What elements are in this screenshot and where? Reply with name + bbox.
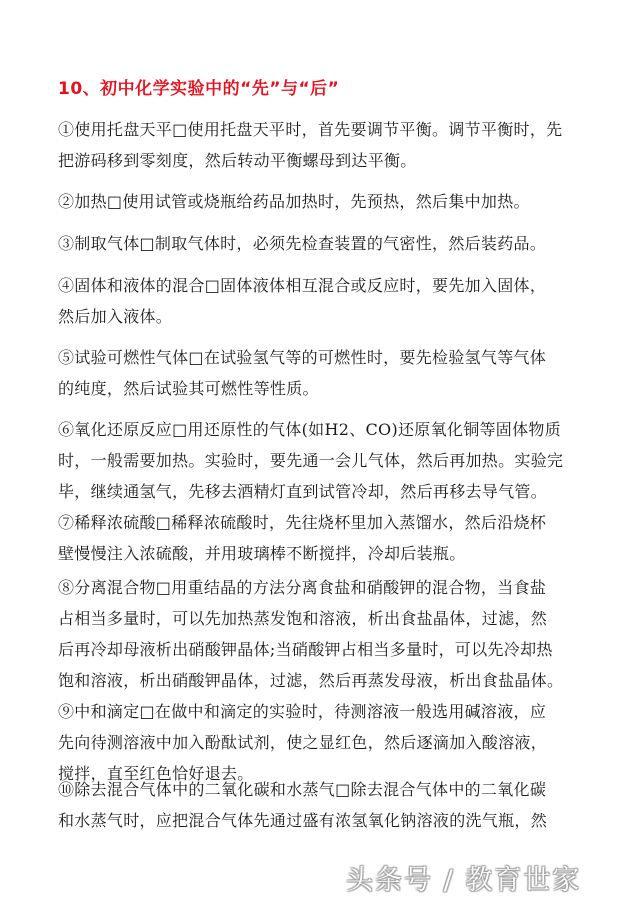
text-line: 把游码移到零刻度，然后转动平衡螺母到达平衡。	[58, 151, 417, 170]
paragraph-4	[58, 270, 588, 332]
text-line: ⑦稀释浓硫酸□稀释浓硫酸时，先往烧杯里加入蒸馏水，然后沿烧杯	[58, 513, 547, 532]
text-line: ⑩除去混合气体中的二氧化碳和水蒸气□除去混合气体中的二氧化碳	[58, 780, 547, 799]
text-line: ⑥氧化还原反应□用还原性的气体(如H2、CO)还原氧化铜等固体物质	[58, 420, 561, 439]
paragraph-3	[58, 228, 588, 259]
text-line: 先向待测溶液中加入酚酞试剂，使之显红色，然后逐滴加入酸溶液，	[58, 733, 548, 752]
text-line: ⑧分离混合物□用重结晶的方法分离食盐和硝酸钾的混合物，当食盐	[58, 578, 547, 597]
text-line: 和水蒸气时，应把混合气体先通过盛有浓氢氧化钠溶液的洗气瓶，然	[58, 811, 548, 830]
paragraph-2	[58, 186, 588, 217]
text-line: 然后加入液体。	[58, 307, 173, 326]
paragraph-1	[58, 114, 588, 176]
text-line: 毕，继续通氢气，先移去酒精灯直到试管冷却，然后再移去导气管。	[58, 482, 548, 501]
text-line: 的纯度，然后试验其可燃性等性质。	[58, 379, 319, 398]
text-line: ⑤试验可燃性气体□在试验氢气等的可燃性时，要先检验氢气等气体	[58, 348, 547, 367]
text-line: 饱和溶液，析出硝酸钾晶体，过滤，然后再蒸发母液，析出食盐晶体。	[58, 671, 564, 690]
text-line: ③制取气体□制取气体时，必须先检查装置的气密性，然后装药品。	[58, 234, 547, 253]
text-line: 占相当多量时，可以先加热蒸发饱和溶液，析出食盐晶体，过滤，然	[58, 609, 548, 628]
text-line: ④固体和液体的混合□固体液体相互混合或反应时，要先加入固体，	[58, 276, 547, 295]
text-line: 后再冷却母液析出硝酸钾晶体;当硝酸钾占相当多量时，可以先冷却热	[58, 640, 553, 659]
paragraph-7	[58, 572, 588, 789]
section-title: 10、初中化学实验中的“先”与“后”	[58, 79, 340, 99]
text-line: ⑨中和滴定□在做中和滴定的实验时，待测溶液一般选用碱溶液，应	[58, 702, 547, 721]
text-line: ①使用托盘天平□使用托盘天平时，首先要调节平衡。调节平衡时，先	[58, 120, 563, 139]
text-line: 搅拌，直至红色恰好退去。	[58, 764, 254, 783]
paragraph-5	[58, 342, 588, 404]
text-line: 壁慢慢注入浓硫酸，并用玻璃棒不断搅拌，冷却后装瓶。	[58, 544, 466, 563]
paragraph-8	[58, 774, 588, 836]
text-line: ②加热□使用试管或烧瓶给药品加热时，先预热，然后集中加热。	[58, 192, 530, 211]
paragraph-6	[58, 414, 588, 569]
watermark: 头条号 / 教育世家	[346, 865, 582, 896]
text-line: 时，一般需要加热。实验时，要先通一会儿气体，然后再加热。实验完	[58, 451, 564, 470]
